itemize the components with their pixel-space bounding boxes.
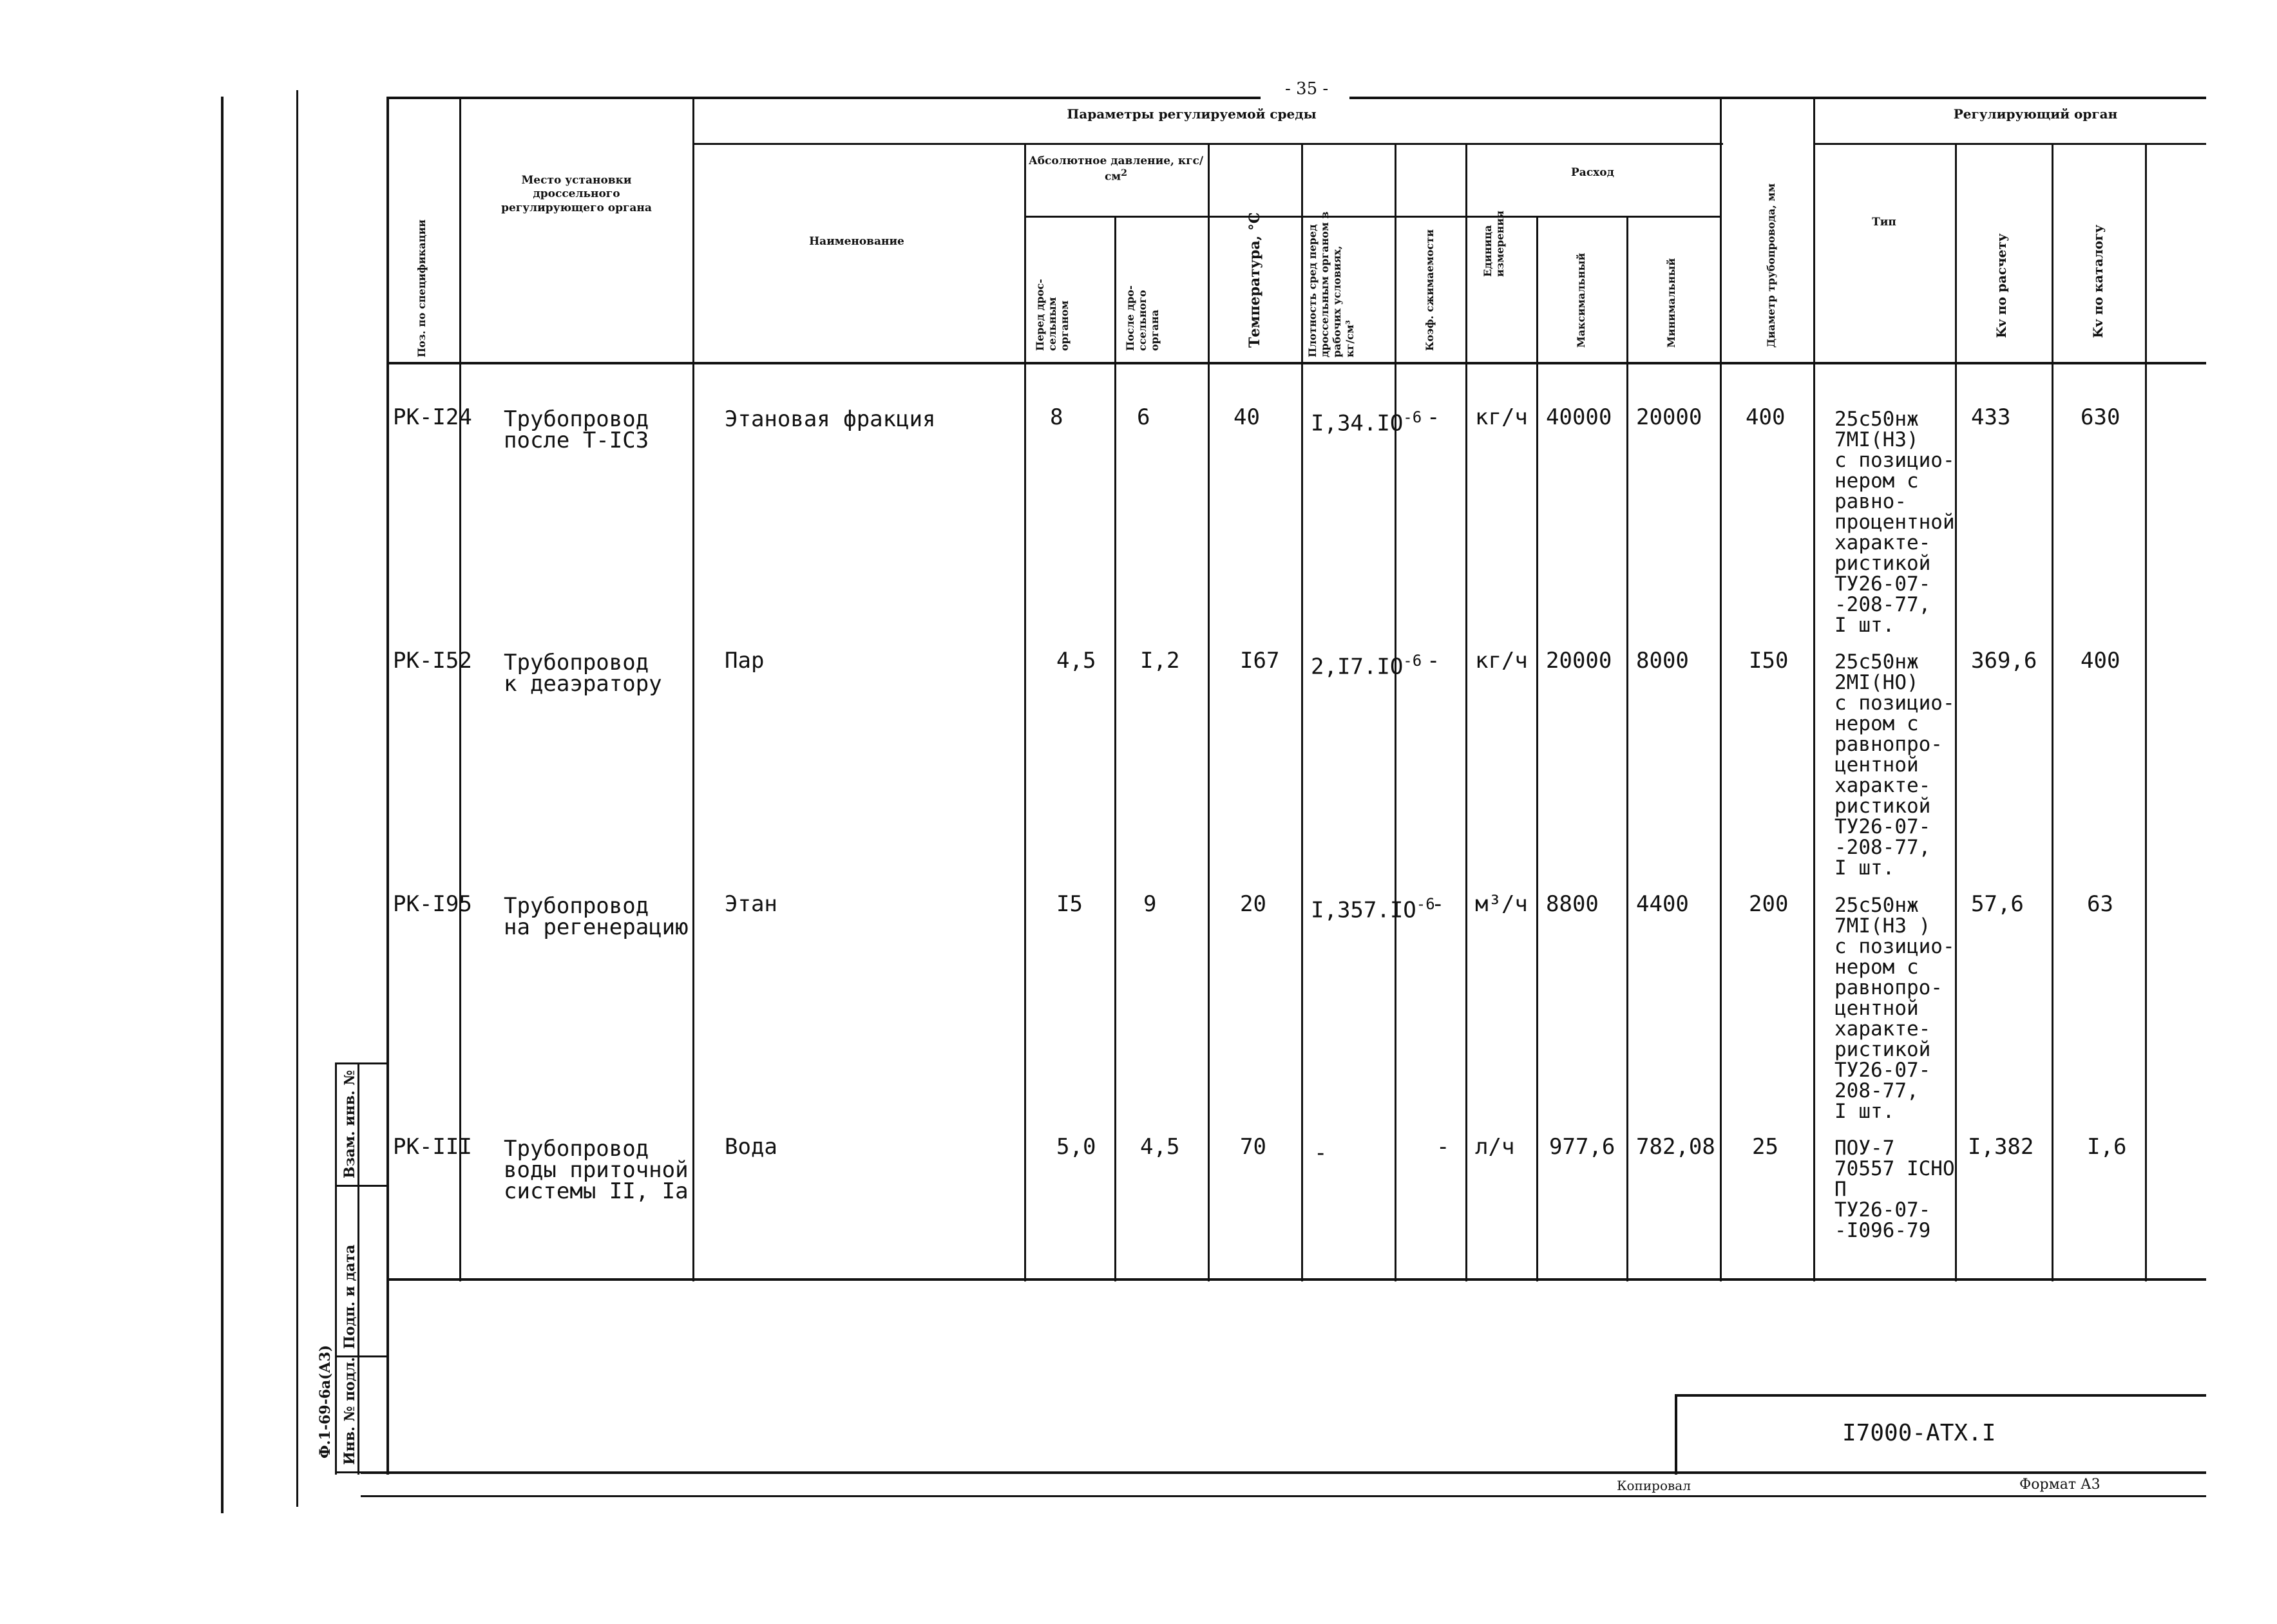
row1-max: 40000 [1546, 404, 1612, 430]
row4-min: 782,08 [1636, 1134, 1715, 1160]
row4-unit: л/ч [1475, 1134, 1515, 1160]
row3-max: 8800 [1546, 891, 1599, 917]
row1-diameter: 400 [1746, 404, 1786, 430]
header-diameter: Диаметр трубопровода, мм [1765, 183, 1777, 348]
row3-p-before: I5 [1056, 891, 1083, 917]
row3-p-after: 9 [1143, 891, 1157, 917]
row2-kv-cat: 400 [2081, 648, 2120, 674]
row2-min: 8000 [1636, 648, 1689, 674]
header-kv-calc: Kv по расчету [1994, 233, 2009, 338]
row3-min: 4400 [1636, 891, 1689, 917]
row3-temp: 20 [1240, 891, 1266, 917]
header-pos: Поз. по спецификации [415, 219, 428, 357]
row2-pos: РК-I52 [393, 648, 472, 674]
header-reg-group: Регулирующий орган [1953, 106, 2118, 122]
stamp-form: Ф.1-69-6а(А3) [317, 1345, 334, 1459]
row3-kv-cat: 63 [2087, 891, 2113, 917]
document-code: I7000-АТХ.I [1842, 1420, 1996, 1446]
row4-type: ПОУ-7 70557 IСНО П ТУ26-07- -I096-79 [1834, 1137, 1955, 1242]
row1-pos: РК-I24 [393, 404, 472, 430]
row2-density: $2,I7.IO^{-6}$ [1311, 652, 1422, 680]
row3-diameter: 200 [1749, 891, 1789, 917]
row3-density: $I,357.IO^{-6}$ [1311, 895, 1435, 923]
row4-name: Вода [725, 1134, 777, 1160]
header-type: Тип [1872, 216, 1896, 229]
row1-density: $I,34.IO^{-6}$ [1311, 408, 1422, 437]
row3-unit: м³/ч [1475, 891, 1528, 917]
row1-kv-calc: 433 [1971, 404, 2011, 430]
row2-compress: - [1427, 648, 1440, 674]
page-number: - 35 - [1285, 79, 1329, 99]
row3-place: Трубопровод на регенерацию [504, 893, 689, 940]
stamp-inv-podl: Инв. № подл. [341, 1357, 358, 1465]
header-place: Место установки дроссельного регулирующего органа [501, 174, 652, 214]
header-pressure-after: После дро- ссельного органа [1124, 285, 1161, 351]
row2-temp: I67 [1240, 648, 1280, 674]
row3-name: Этан [725, 891, 777, 917]
row2-p-before: 4,5 [1056, 648, 1096, 674]
row4-temp: 70 [1240, 1134, 1266, 1160]
row1-temp: 40 [1234, 404, 1260, 430]
row4-density: - [1314, 1140, 1328, 1166]
row2-max: 20000 [1546, 648, 1612, 674]
row2-type: 25с50нж 2MI(НО) с позицио- нером с равнопро- центной характе- ристикой ТУ26-07- -208-77, I шт. [1834, 650, 1955, 880]
header-name: Наименование [809, 235, 904, 248]
row1-name: Этановая фракция [725, 406, 936, 432]
row4-max: 977,6 [1549, 1134, 1615, 1160]
header-kv-cat: Kv по каталогу [2090, 224, 2106, 338]
row3-type: 25с50нж 7MI(НЗ ) с позицио- нером с равнопро- центной характе- ристикой ТУ26-07- 208-77, I шт. [1834, 894, 1955, 1123]
row1-kv-cat: 630 [2081, 404, 2120, 430]
header-flow-group: Расход [1571, 166, 1614, 179]
header-max: Максимальный [1575, 252, 1587, 348]
row2-diameter: I50 [1749, 648, 1789, 674]
row4-kv-calc: I,382 [1968, 1134, 2034, 1160]
header-temperature: Температура, °С [1246, 212, 1263, 348]
row1-p-before: 8 [1050, 404, 1063, 430]
row2-name: Пар [725, 648, 765, 674]
copied-label: Копировал [1617, 1478, 1691, 1493]
header-min: Минимальный [1665, 258, 1677, 348]
format-label: Формат А3 [2019, 1477, 2101, 1493]
row4-compress: - [1436, 1134, 1450, 1160]
row2-place: Трубопровод к деаэратору [504, 650, 662, 697]
row4-kv-cat: I,6 [2087, 1134, 2127, 1160]
stamp-podp-data: Подп. и дата [341, 1244, 358, 1349]
row2-unit: кг/ч [1475, 648, 1528, 674]
header-density: Плотность сред перед дроссельным органом в рабочих условиях, кг/см³ [1306, 211, 1356, 357]
row4-place: Трубопровод воды приточной системы II, Iа [504, 1136, 689, 1204]
row1-place: Трубопровод после Т-IC3 [504, 406, 649, 453]
header-pressure-before: Перед дрос- сельным органом [1034, 279, 1071, 351]
row1-type: 25с50нж 7MI(НЗ) с позицио- нером с равно- процентной характе- ристикой ТУ26-07- -208-77, I шт. [1834, 408, 1955, 637]
row3-pos: РК-I95 [393, 891, 472, 917]
header-params-group: Параметры регулируемой среды [1067, 106, 1317, 122]
header-compress: Коэф. сжимаемости [1424, 229, 1436, 351]
row1-unit: кг/ч [1475, 404, 1528, 430]
row1-min: 20000 [1636, 404, 1702, 430]
row1-compress: - [1427, 404, 1440, 430]
row2-p-after: I,2 [1140, 648, 1180, 674]
binding-line-right [296, 90, 298, 1507]
row3-kv-calc: 57,6 [1971, 891, 2024, 917]
row4-diameter: 25 [1752, 1134, 1778, 1160]
row4-p-after: 4,5 [1140, 1134, 1180, 1160]
row4-pos: РК-III [393, 1134, 472, 1160]
binding-line-left [221, 97, 224, 1513]
stamp-vzam-inv: Взам. инв. № [341, 1070, 358, 1178]
row1-p-after: 6 [1137, 404, 1150, 430]
header-pressure-group: Абсолютное давление, кгс/$см^2$ [1028, 155, 1204, 184]
header-unit: Единица измерения [1481, 211, 1507, 277]
row2-kv-calc: 369,6 [1971, 648, 2037, 674]
row4-p-before: 5,0 [1056, 1134, 1096, 1160]
row3-compress: - [1431, 891, 1445, 917]
